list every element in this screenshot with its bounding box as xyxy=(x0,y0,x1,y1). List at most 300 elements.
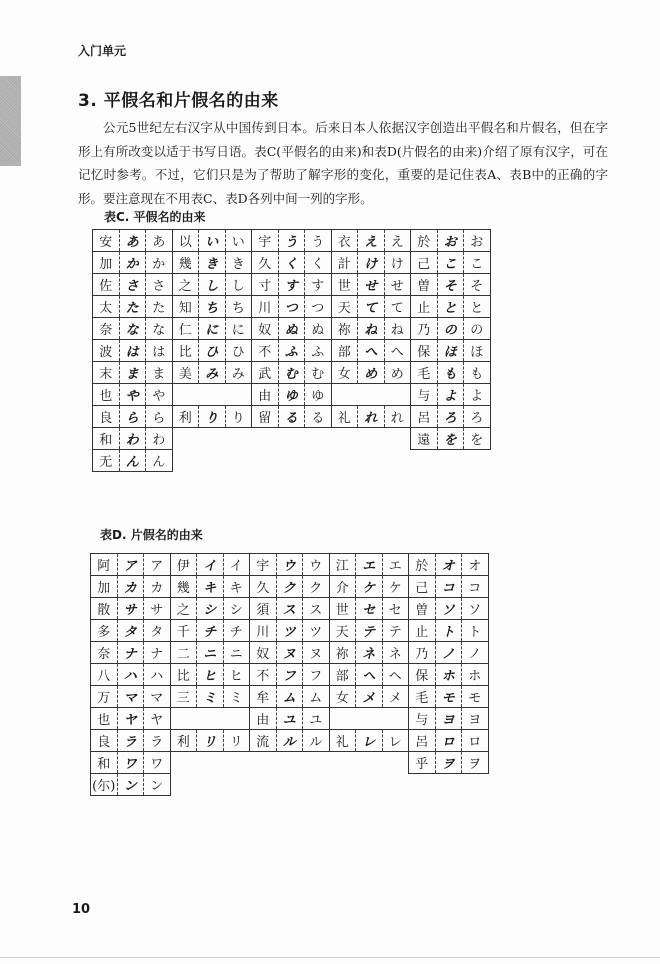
modern-kana-cell: た xyxy=(146,296,173,318)
modern-kana-cell: る xyxy=(305,406,332,428)
modern-kana-cell: ク xyxy=(303,576,330,598)
origin-kanji-cell: 世 xyxy=(329,598,356,620)
origin-kanji-cell: 也 xyxy=(93,384,120,406)
origin-kanji-cell: 不 xyxy=(250,664,277,686)
empty-cell xyxy=(356,752,383,774)
origin-kanji-cell: 遠 xyxy=(411,428,438,450)
cursive-form-cell: と xyxy=(437,296,464,318)
modern-kana-cell: お xyxy=(464,230,491,252)
empty-cell xyxy=(172,450,199,472)
cursive-form-cell: ん xyxy=(119,450,146,472)
cursive-form-cell: よ xyxy=(437,384,464,406)
cursive-form-cell: ス xyxy=(276,598,303,620)
modern-kana-cell: わ xyxy=(146,428,173,450)
modern-kana-cell: め xyxy=(384,362,411,384)
empty-cell xyxy=(384,450,411,472)
origin-kanji-cell: 八 xyxy=(91,664,118,686)
origin-kanji-cell: 比 xyxy=(170,664,197,686)
modern-kana-cell: え xyxy=(384,230,411,252)
cursive-form-cell: み xyxy=(199,362,226,384)
empty-cell xyxy=(223,752,250,774)
empty-cell xyxy=(356,708,383,730)
empty-cell xyxy=(250,774,277,796)
section-title: 3. 平假名和片假名的由来 xyxy=(78,91,279,111)
cursive-form-cell: セ xyxy=(356,598,383,620)
cursive-form-cell: た xyxy=(119,296,146,318)
modern-kana-cell: レ xyxy=(382,730,409,752)
origin-kanji-cell: 天 xyxy=(329,620,356,642)
modern-kana-cell: サ xyxy=(144,598,171,620)
cursive-form-cell: ち xyxy=(199,296,226,318)
modern-kana-cell: フ xyxy=(303,664,330,686)
cursive-form-cell: リ xyxy=(197,730,224,752)
cursive-form-cell: ろ xyxy=(437,406,464,428)
modern-kana-cell: と xyxy=(464,296,491,318)
table-row xyxy=(93,406,491,428)
cursive-form-cell: ユ xyxy=(276,708,303,730)
origin-kanji-cell: 礼 xyxy=(331,406,358,428)
modern-kana-cell: ろ xyxy=(464,406,491,428)
cursive-form-cell: は xyxy=(119,340,146,362)
modern-kana-cell: リ xyxy=(223,730,250,752)
cursive-form-cell: マ xyxy=(117,686,144,708)
table-row xyxy=(91,576,489,598)
modern-kana-cell: ル xyxy=(303,730,330,752)
origin-kanji-cell: 知 xyxy=(172,296,199,318)
empty-cell xyxy=(252,450,279,472)
origin-kanji-cell: 川 xyxy=(250,620,277,642)
empty-cell xyxy=(358,428,385,450)
table-row xyxy=(91,664,489,686)
empty-cell xyxy=(223,774,250,796)
modern-kana-cell: ウ xyxy=(303,554,330,576)
origin-kanji-cell: 於 xyxy=(409,554,436,576)
modern-kana-cell: ン xyxy=(144,774,171,796)
origin-kanji-cell: 武 xyxy=(252,362,279,384)
modern-kana-cell: ほ xyxy=(464,340,491,362)
cursive-form-cell: あ xyxy=(119,230,146,252)
origin-kanji-cell: 波 xyxy=(93,340,120,362)
cursive-form-cell: ヘ xyxy=(356,664,383,686)
origin-kanji-cell: 礼 xyxy=(329,730,356,752)
modern-kana-cell: ス xyxy=(303,598,330,620)
origin-kanji-cell: 之 xyxy=(170,598,197,620)
cursive-form-cell: を xyxy=(437,428,464,450)
cursive-form-cell: す xyxy=(278,274,305,296)
origin-kanji-cell: 幾 xyxy=(172,252,199,274)
modern-kana-cell: こ xyxy=(464,252,491,274)
cursive-form-cell: シ xyxy=(197,598,224,620)
empty-cell xyxy=(197,774,224,796)
table-row xyxy=(93,384,491,406)
cursive-form-cell: ナ xyxy=(117,642,144,664)
katakana-origin-table xyxy=(90,553,489,796)
cursive-form-cell: ハ xyxy=(117,664,144,686)
table-row xyxy=(93,428,491,450)
modern-kana-cell: い xyxy=(225,230,252,252)
empty-cell xyxy=(170,708,197,730)
empty-cell xyxy=(411,450,438,472)
empty-cell xyxy=(278,428,305,450)
modern-kana-cell: れ xyxy=(384,406,411,428)
origin-kanji-cell: 江 xyxy=(329,554,356,576)
cursive-form-cell: ま xyxy=(119,362,146,384)
empty-cell xyxy=(358,450,385,472)
origin-kanji-cell: 佐 xyxy=(93,274,120,296)
empty-cell xyxy=(305,428,332,450)
cursive-form-cell: ケ xyxy=(356,576,383,598)
origin-kanji-cell: 牟 xyxy=(250,686,277,708)
empty-cell xyxy=(382,752,409,774)
origin-kanji-cell: 奈 xyxy=(93,318,120,340)
modern-kana-cell: ロ xyxy=(462,730,489,752)
cursive-form-cell: ラ xyxy=(117,730,144,752)
origin-kanji-cell: 乎 xyxy=(409,752,436,774)
empty-cell xyxy=(384,384,411,406)
origin-kanji-cell: 女 xyxy=(329,686,356,708)
origin-kanji-cell: 須 xyxy=(250,598,277,620)
empty-cell xyxy=(331,428,358,450)
modern-kana-cell: セ xyxy=(382,598,409,620)
modern-kana-cell: の xyxy=(464,318,491,340)
origin-kanji-cell: 曽 xyxy=(409,598,436,620)
modern-kana-cell: や xyxy=(146,384,173,406)
table-row xyxy=(93,230,491,252)
cursive-form-cell: ト xyxy=(435,620,462,642)
cursive-form-cell: コ xyxy=(435,576,462,598)
cursive-form-cell: き xyxy=(199,252,226,274)
empty-cell xyxy=(358,384,385,406)
empty-cell xyxy=(225,450,252,472)
cursive-form-cell: ね xyxy=(358,318,385,340)
cursive-form-cell: な xyxy=(119,318,146,340)
modern-kana-cell: オ xyxy=(462,554,489,576)
origin-kanji-cell: 以 xyxy=(172,230,199,252)
modern-kana-cell: ぬ xyxy=(305,318,332,340)
page-number: 10 xyxy=(72,902,91,917)
cursive-form-cell: イ xyxy=(197,554,224,576)
modern-kana-cell: せ xyxy=(384,274,411,296)
cursive-form-cell: キ xyxy=(197,576,224,598)
table-row xyxy=(91,686,489,708)
empty-cell xyxy=(252,428,279,450)
modern-kana-cell: も xyxy=(464,362,491,384)
empty-cell xyxy=(276,774,303,796)
cursive-form-cell: ヒ xyxy=(197,664,224,686)
origin-kanji-cell: 伊 xyxy=(170,554,197,576)
modern-kana-cell: コ xyxy=(462,576,489,598)
origin-kanji-cell: 部 xyxy=(329,664,356,686)
cursive-form-cell: ぬ xyxy=(278,318,305,340)
modern-kana-cell: ニ xyxy=(223,642,250,664)
empty-cell xyxy=(250,752,277,774)
modern-kana-cell: ヌ xyxy=(303,642,330,664)
origin-kanji-cell: 幾 xyxy=(170,576,197,598)
running-head: 入门单元 xyxy=(78,44,127,58)
origin-kanji-cell: 祢 xyxy=(329,642,356,664)
modern-kana-cell: ノ xyxy=(462,642,489,664)
cursive-form-cell: ミ xyxy=(197,686,224,708)
origin-kanji-cell: 保 xyxy=(409,664,436,686)
cursive-form-cell: そ xyxy=(437,274,464,296)
empty-cell xyxy=(305,450,332,472)
modern-kana-cell: な xyxy=(146,318,173,340)
empty-cell xyxy=(329,708,356,730)
cursive-form-cell: け xyxy=(358,252,385,274)
modern-kana-cell: ヤ xyxy=(144,708,171,730)
empty-cell xyxy=(303,774,330,796)
table-row xyxy=(93,362,491,384)
modern-kana-cell: ム xyxy=(303,686,330,708)
empty-cell xyxy=(356,774,383,796)
origin-kanji-cell: 衣 xyxy=(331,230,358,252)
table-row xyxy=(91,774,489,796)
origin-kanji-cell: 止 xyxy=(409,620,436,642)
origin-kanji-cell: 計 xyxy=(331,252,358,274)
cursive-form-cell: も xyxy=(437,362,464,384)
chapter-tab-marker xyxy=(0,76,21,166)
origin-kanji-cell: 由 xyxy=(250,708,277,730)
modern-kana-cell: に xyxy=(225,318,252,340)
cursive-form-cell: ル xyxy=(276,730,303,752)
cursive-form-cell: ヌ xyxy=(276,642,303,664)
origin-kanji-cell: (尓) xyxy=(91,774,118,796)
cursive-form-cell: エ xyxy=(356,554,383,576)
modern-kana-cell: タ xyxy=(144,620,171,642)
modern-kana-cell: エ xyxy=(382,554,409,576)
origin-kanji-cell: 介 xyxy=(329,576,356,598)
modern-kana-cell: ふ xyxy=(305,340,332,362)
modern-kana-cell: あ xyxy=(146,230,173,252)
paragraph-text: 公元5世纪左右汉字从中国传到日本。后来日本人依据汉字创造出平假名和片假名，但在字形上有所改变以适于书写日语。表C(平假名的由来)和表D(片假名的由来)介绍了原有汉字，可在记忆时参考。不过，它们只是为了帮助了解字形的变化，重要的是记住表A、表B中的正确的字形。要注意现在不用表C、表D各列中间一列的字形。 xyxy=(78,120,608,206)
cursive-form-cell: ヲ xyxy=(435,752,462,774)
empty-cell xyxy=(225,384,252,406)
origin-kanji-cell: 世 xyxy=(331,274,358,296)
modern-kana-cell: ね xyxy=(384,318,411,340)
empty-cell xyxy=(172,384,199,406)
empty-cell xyxy=(197,752,224,774)
origin-kanji-cell: 和 xyxy=(93,428,120,450)
modern-kana-cell: ユ xyxy=(303,708,330,730)
table-d-caption: 表D. 片假名的由来 xyxy=(100,528,203,542)
origin-kanji-cell: 祢 xyxy=(331,318,358,340)
cursive-form-cell: ら xyxy=(119,406,146,428)
origin-kanji-cell: 寸 xyxy=(252,274,279,296)
origin-kanji-cell: 良 xyxy=(93,406,120,428)
cursive-form-cell: ヨ xyxy=(435,708,462,730)
origin-kanji-cell: 乃 xyxy=(411,318,438,340)
origin-kanji-cell: 仁 xyxy=(172,318,199,340)
origin-kanji-cell: 呂 xyxy=(411,406,438,428)
origin-kanji-cell: 和 xyxy=(91,752,118,774)
cursive-form-cell: ワ xyxy=(117,752,144,774)
table-row xyxy=(91,598,489,620)
hiragana-origin-table xyxy=(92,229,491,472)
modern-kana-cell: マ xyxy=(144,686,171,708)
cursive-form-cell: こ xyxy=(437,252,464,274)
origin-kanji-cell: 良 xyxy=(91,730,118,752)
cursive-form-cell: つ xyxy=(278,296,305,318)
table-row xyxy=(91,620,489,642)
modern-kana-cell: ツ xyxy=(303,620,330,642)
cursive-form-cell: て xyxy=(358,296,385,318)
table-row xyxy=(93,274,491,296)
cursive-form-cell: フ xyxy=(276,664,303,686)
cursive-form-cell: ホ xyxy=(435,664,462,686)
modern-kana-cell: か xyxy=(146,252,173,274)
cursive-form-cell: ゆ xyxy=(278,384,305,406)
cursive-form-cell: カ xyxy=(117,576,144,598)
modern-kana-cell: イ xyxy=(223,554,250,576)
cursive-form-cell: に xyxy=(199,318,226,340)
modern-kana-cell: よ xyxy=(464,384,491,406)
origin-kanji-cell: 三 xyxy=(170,686,197,708)
origin-kanji-cell: 毛 xyxy=(409,686,436,708)
origin-kanji-cell: 曽 xyxy=(411,274,438,296)
cursive-form-cell: ニ xyxy=(197,642,224,664)
cursive-form-cell: や xyxy=(119,384,146,406)
cursive-form-cell: ム xyxy=(276,686,303,708)
cursive-form-cell: メ xyxy=(356,686,383,708)
page-bottom-rule xyxy=(0,957,660,958)
empty-cell xyxy=(197,708,224,730)
cursive-form-cell: ン xyxy=(117,774,144,796)
cursive-form-cell: れ xyxy=(358,406,385,428)
cursive-form-cell: へ xyxy=(358,340,385,362)
empty-cell xyxy=(329,774,356,796)
cursive-form-cell: せ xyxy=(358,274,385,296)
modern-kana-cell: さ xyxy=(146,274,173,296)
origin-kanji-cell: 无 xyxy=(93,450,120,472)
origin-kanji-cell: 太 xyxy=(93,296,120,318)
cursive-form-cell: め xyxy=(358,362,385,384)
cursive-form-cell: し xyxy=(199,274,226,296)
origin-kanji-cell: 利 xyxy=(170,730,197,752)
cursive-form-cell: ひ xyxy=(199,340,226,362)
modern-kana-cell: ま xyxy=(146,362,173,384)
origin-kanji-cell: 二 xyxy=(170,642,197,664)
empty-cell xyxy=(223,708,250,730)
cursive-form-cell: う xyxy=(278,230,305,252)
origin-kanji-cell: 保 xyxy=(411,340,438,362)
empty-cell xyxy=(225,428,252,450)
cursive-form-cell: ロ xyxy=(435,730,462,752)
modern-kana-cell: ラ xyxy=(144,730,171,752)
cursive-form-cell: の xyxy=(437,318,464,340)
modern-kana-cell: ソ xyxy=(462,598,489,620)
origin-kanji-cell: 之 xyxy=(172,274,199,296)
table-row xyxy=(91,642,489,664)
origin-kanji-cell: 多 xyxy=(91,620,118,642)
origin-kanji-cell: 千 xyxy=(170,620,197,642)
origin-kanji-cell: 奴 xyxy=(250,642,277,664)
modern-kana-cell: カ xyxy=(144,576,171,598)
origin-kanji-cell: 末 xyxy=(93,362,120,384)
cursive-form-cell: ほ xyxy=(437,340,464,362)
body-paragraph xyxy=(78,116,608,210)
cursive-form-cell: り xyxy=(199,406,226,428)
empty-cell xyxy=(437,450,464,472)
modern-kana-cell: ヒ xyxy=(223,664,250,686)
origin-kanji-cell: 留 xyxy=(252,406,279,428)
modern-kana-cell: ヘ xyxy=(382,664,409,686)
modern-kana-cell: ん xyxy=(146,450,173,472)
origin-kanji-cell: 久 xyxy=(250,576,277,598)
modern-kana-cell: ミ xyxy=(223,686,250,708)
table-row xyxy=(93,450,491,472)
modern-kana-cell: つ xyxy=(305,296,332,318)
origin-kanji-cell: 散 xyxy=(91,598,118,620)
empty-cell xyxy=(199,450,226,472)
modern-kana-cell: ヨ xyxy=(462,708,489,730)
table-row xyxy=(93,296,491,318)
table-row xyxy=(91,554,489,576)
modern-kana-cell: ホ xyxy=(462,664,489,686)
empty-cell xyxy=(276,752,303,774)
modern-kana-cell: ゆ xyxy=(305,384,332,406)
origin-kanji-cell: 美 xyxy=(172,362,199,384)
cursive-form-cell: ツ xyxy=(276,620,303,642)
origin-kanji-cell: 部 xyxy=(331,340,358,362)
cursive-form-cell: る xyxy=(278,406,305,428)
modern-kana-cell: テ xyxy=(382,620,409,642)
modern-kana-cell: ち xyxy=(225,296,252,318)
modern-kana-cell: む xyxy=(305,362,332,384)
cursive-form-cell: オ xyxy=(435,554,462,576)
origin-kanji-cell: 不 xyxy=(252,340,279,362)
modern-kana-cell: ア xyxy=(144,554,171,576)
origin-kanji-cell: 由 xyxy=(252,384,279,406)
cursive-form-cell: む xyxy=(278,362,305,384)
modern-kana-cell: す xyxy=(305,274,332,296)
modern-kana-cell: は xyxy=(146,340,173,362)
empty-cell xyxy=(170,752,197,774)
modern-kana-cell: ら xyxy=(146,406,173,428)
modern-kana-cell: み xyxy=(225,362,252,384)
cursive-form-cell: お xyxy=(437,230,464,252)
origin-kanji-cell: 加 xyxy=(91,576,118,598)
modern-kana-cell: け xyxy=(384,252,411,274)
origin-kanji-cell: 毛 xyxy=(411,362,438,384)
origin-kanji-cell: 阿 xyxy=(91,554,118,576)
modern-kana-cell: キ xyxy=(223,576,250,598)
table-row xyxy=(93,340,491,362)
origin-kanji-cell: 奴 xyxy=(252,318,279,340)
modern-kana-cell: り xyxy=(225,406,252,428)
origin-kanji-cell: 与 xyxy=(409,708,436,730)
origin-kanji-cell: 加 xyxy=(93,252,120,274)
modern-kana-cell: き xyxy=(225,252,252,274)
origin-kanji-cell: 天 xyxy=(331,296,358,318)
empty-cell xyxy=(331,450,358,472)
empty-cell xyxy=(462,774,489,796)
table-row xyxy=(91,730,489,752)
modern-kana-cell: そ xyxy=(464,274,491,296)
cursive-form-cell: モ xyxy=(435,686,462,708)
modern-kana-cell: メ xyxy=(382,686,409,708)
modern-kana-cell: を xyxy=(464,428,491,450)
cursive-form-cell: ノ xyxy=(435,642,462,664)
modern-kana-cell: シ xyxy=(223,598,250,620)
empty-cell xyxy=(199,428,226,450)
cursive-form-cell: ネ xyxy=(356,642,383,664)
origin-kanji-cell: 川 xyxy=(252,296,279,318)
origin-kanji-cell: 己 xyxy=(411,252,438,274)
origin-kanji-cell: 奈 xyxy=(91,642,118,664)
cursive-form-cell: ア xyxy=(117,554,144,576)
modern-kana-cell: ヲ xyxy=(462,752,489,774)
origin-kanji-cell: 比 xyxy=(172,340,199,362)
